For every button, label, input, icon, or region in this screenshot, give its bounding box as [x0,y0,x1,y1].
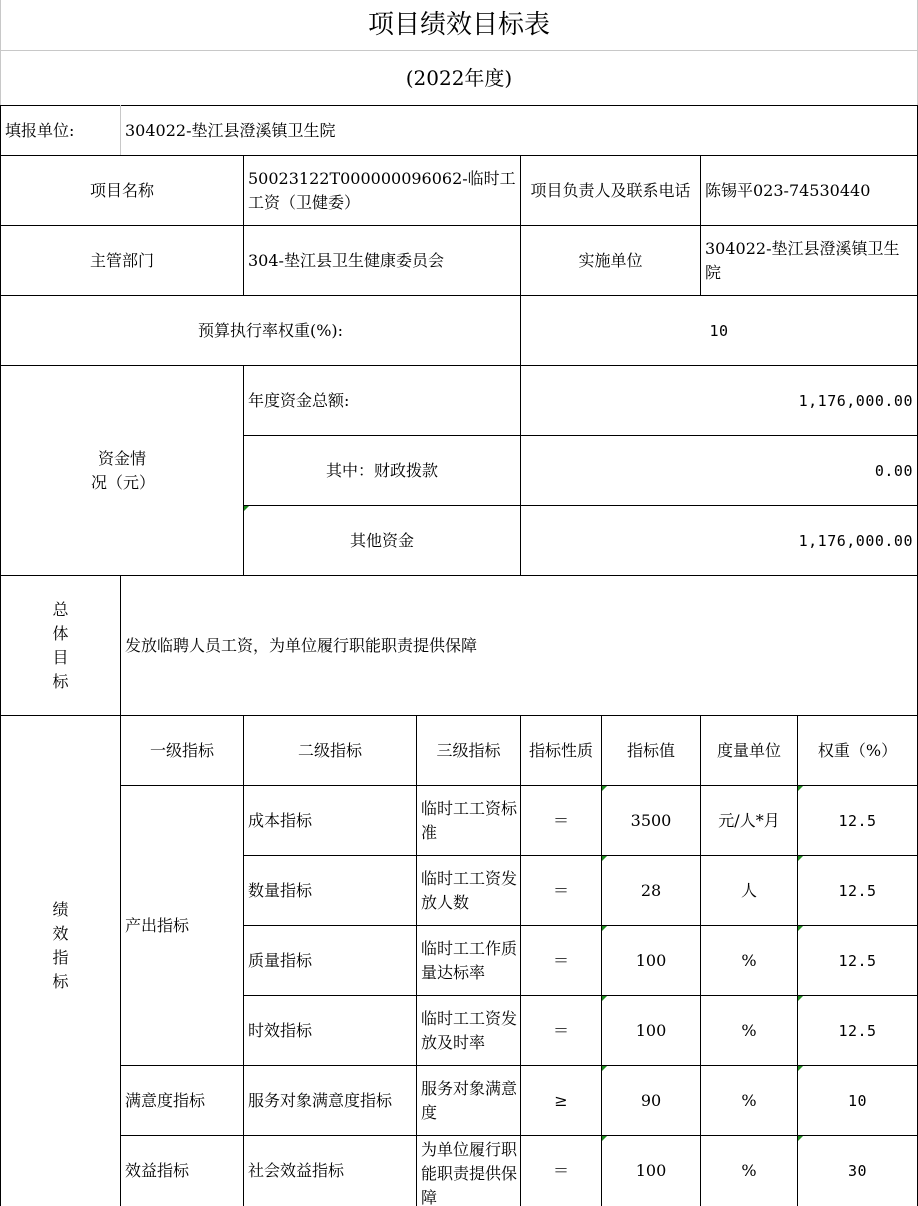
row-value: 90 [640,1090,662,1110]
header-weight: 权重（%） [817,740,898,760]
header-unit: 度量单位 [716,740,781,760]
row-unit: % [741,1090,757,1110]
row-level2: 质量指标 [248,950,313,970]
indicators-section-label [1,716,120,1206]
level1-benefit: 效益指标 [125,1161,190,1180]
row-value: 100 [635,950,667,970]
page-title: 项目绩效目标表 [367,10,550,40]
row-nature: ≥ [554,1090,568,1110]
row-unit: % [741,1161,757,1180]
row-value: 28 [640,880,662,900]
budget-weight-label: 预算执行率权重(%): [197,320,344,340]
dept-value: 304-垫江县卫生健康委员会 [248,250,444,270]
row-weight: 12.5 [838,811,877,830]
header-nature: 指标性质 [528,740,593,760]
row-nature: ＝ [552,1020,569,1040]
impl-label: 实施单位 [578,250,643,270]
manager-label: 项目负责人及联系电话 [530,180,691,200]
row-unit: 人 [740,880,757,900]
row-nature: ＝ [552,950,569,970]
row-value: 100 [635,1020,667,1040]
unit-label: 填报单位: [5,120,75,140]
level1-output: 产出指标 [125,915,190,935]
row-level3: 临时工工资发放及时率 [421,1008,518,1052]
header-level3: 三级指标 [436,740,501,760]
row-nature: ＝ [552,880,569,900]
funds-fiscal-label: 其中：财政拨款 [325,460,438,480]
row-level2: 成本指标 [248,810,313,830]
row-nature: ＝ [552,810,569,830]
funds-other-value: 1,176,000.00 [798,531,913,550]
row-weight: 12.5 [838,881,877,900]
funds-fiscal-value: 0.00 [874,461,913,480]
row-unit: 元/人*月 [718,810,780,830]
row-level3: 服务对象满意度 [421,1078,518,1122]
row-level2: 数量指标 [248,880,313,900]
indicators-section-text: 绩效指标 [52,900,69,991]
row-value: 100 [635,1161,667,1180]
funds-total-value: 1,176,000.00 [798,391,913,410]
goal-value: 发放临聘人员工资，为单位履行职能职责提供保障 [125,635,478,655]
funds-total-label: 年度资金总额: [248,390,350,410]
manager-value: 陈锡平023-74530440 [705,180,871,200]
funds-other-label: 其他资金 [349,530,414,550]
budget-weight-value: 10 [709,321,729,340]
goal-label [1,576,120,715]
header-level2: 二级指标 [297,740,362,760]
header-value: 指标值 [626,740,675,760]
dept-label: 主管部门 [89,250,154,270]
row-unit: % [741,1020,757,1040]
row-unit: % [741,950,757,970]
row-level2: 服务对象满意度指标 [248,1090,393,1110]
row-weight: 12.5 [838,1021,877,1040]
row-nature: ＝ [552,1161,569,1180]
goal-label-text: 总体目标 [52,599,69,691]
row-level2: 时效指标 [248,1020,313,1040]
row-level3: 临时工工资标准 [421,798,518,842]
row-level3: 临时工工资发放人数 [421,868,518,912]
row-level3: 临时工工作质量达标率 [421,938,518,982]
row-value: 3500 [630,810,672,830]
header-level1: 一级指标 [149,740,214,760]
row-level3: 为单位履行职能职责提供保障 [421,1140,518,1206]
year-subtitle: (2022年度) [405,66,513,90]
row-level2: 社会效益指标 [248,1161,345,1180]
impl-value: 304022-垫江县澄溪镇卫生院 [705,238,900,282]
row-weight: 12.5 [838,951,877,970]
unit-value: 304022-垫江县澄溪镇卫生院 [125,120,336,140]
project-name-value: 50023122T000000096062-临时工工资（卫健委） [248,168,516,212]
row-weight: 30 [847,1162,868,1180]
row-weight: 10 [847,1091,868,1110]
project-name-label: 项目名称 [89,180,154,200]
funds-label: 资金情况（元） [91,448,156,492]
level1-satisfaction: 满意度指标 [125,1090,206,1110]
